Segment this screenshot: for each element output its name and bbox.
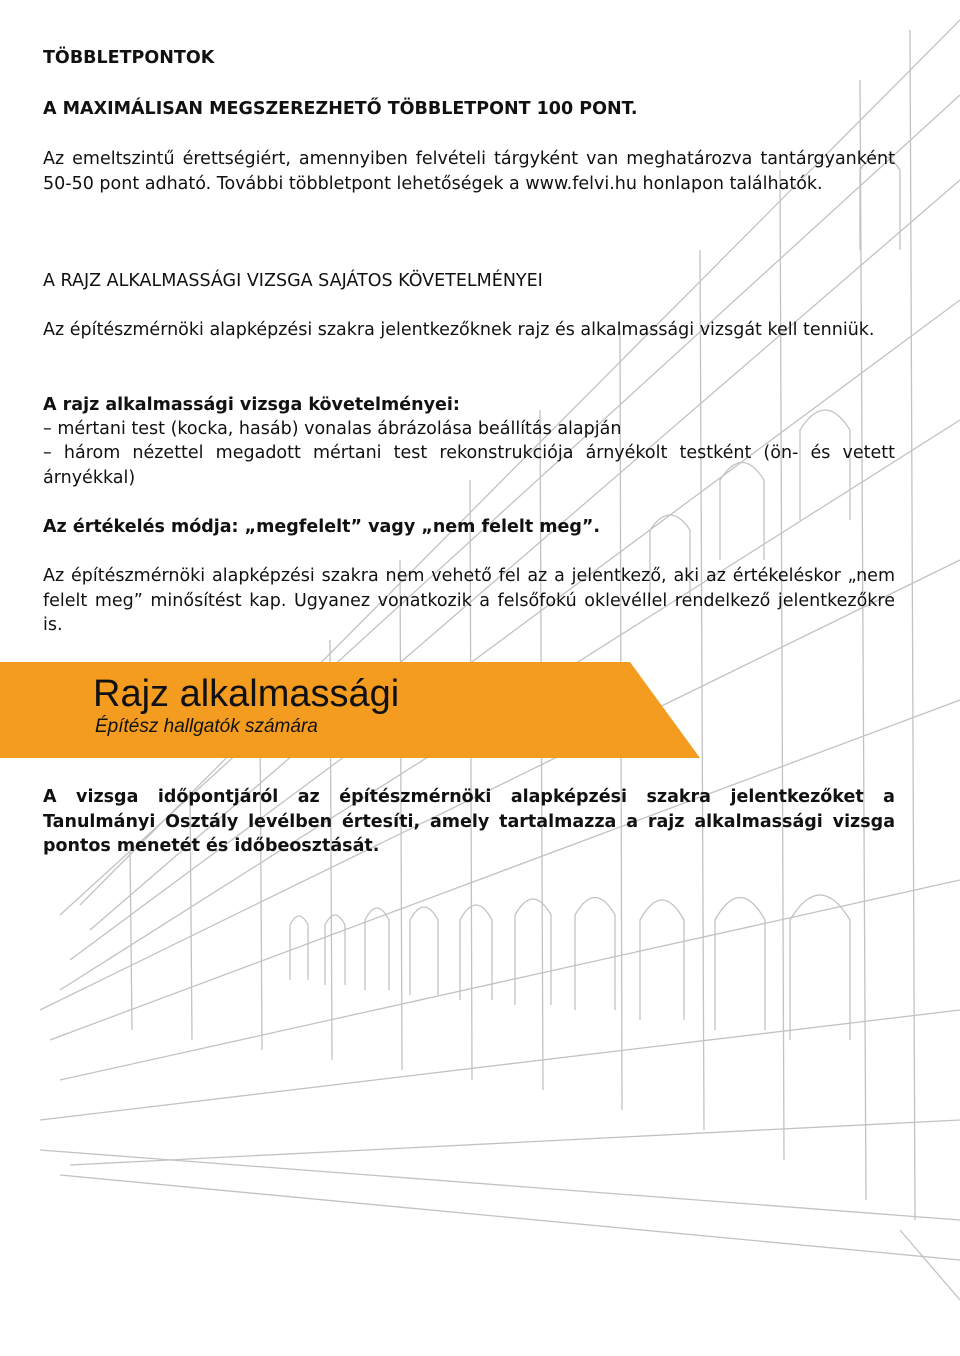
max-points-line: A MAXIMÁLISAN MEGSZEREZHETŐ TÖBBLETPONT 100 PONT. xyxy=(43,99,638,119)
requirements-heading: A RAJZ ALKALMASSÁGI VIZSGA SAJÁTOS KÖVETELMÉNYEI xyxy=(43,271,543,291)
admission-note: Az építészmérnöki alapképzési szakra nem vehető fel az a jelentkező, aki az értékeléskor „nem felelt meg” minősítést kap. Ugyanez vonatkozik a felsőfokú oklevéllel rendelkező jelentkezőkre is. xyxy=(43,566,895,635)
exam-requirement-item: – három nézettel megadott mértani test rekonstrukciója árnyékolt testként (ön- és vetett árnyékkal) xyxy=(43,443,895,488)
exam-notification: A vizsga időpontjáról az építészmérnöki alapképzési szakra jelentkezőket a Tanulmányi Osztály levélben értesíti, amely tartalmazza a rajz alkalmassági vizsga pontos menetét és időbeosztását. xyxy=(43,787,895,856)
banner-title: Rajz alkalmassági xyxy=(93,673,400,715)
banner-subtitle: Építész hallgatók számára xyxy=(95,716,318,737)
extra-points-paragraph: Az emeltszintű érettségiért, amennyiben felvételi tárgyként van meghatározva tantárgyanként 50-50 pont adható. További többletpont lehetőségek a www.felvi.hu honlapon találhatók. xyxy=(43,149,895,194)
evaluation-method: Az értékelés módja: „megfelelt” vagy „nem felelt meg”. xyxy=(43,517,601,537)
requirements-intro: Az építészmérnöki alapképzési szakra jelentkezőknek rajz és alkalmassági vizsgát kell tenniük. xyxy=(43,320,875,340)
page-heading: TÖBBLETPONTOK xyxy=(43,48,215,68)
exam-requirement-item: – mértani test (kocka, hasáb) vonalas ábrázolása beállítás alapján xyxy=(43,419,622,439)
exam-requirements-title: A rajz alkalmassági vizsga követelményei: xyxy=(43,395,460,415)
